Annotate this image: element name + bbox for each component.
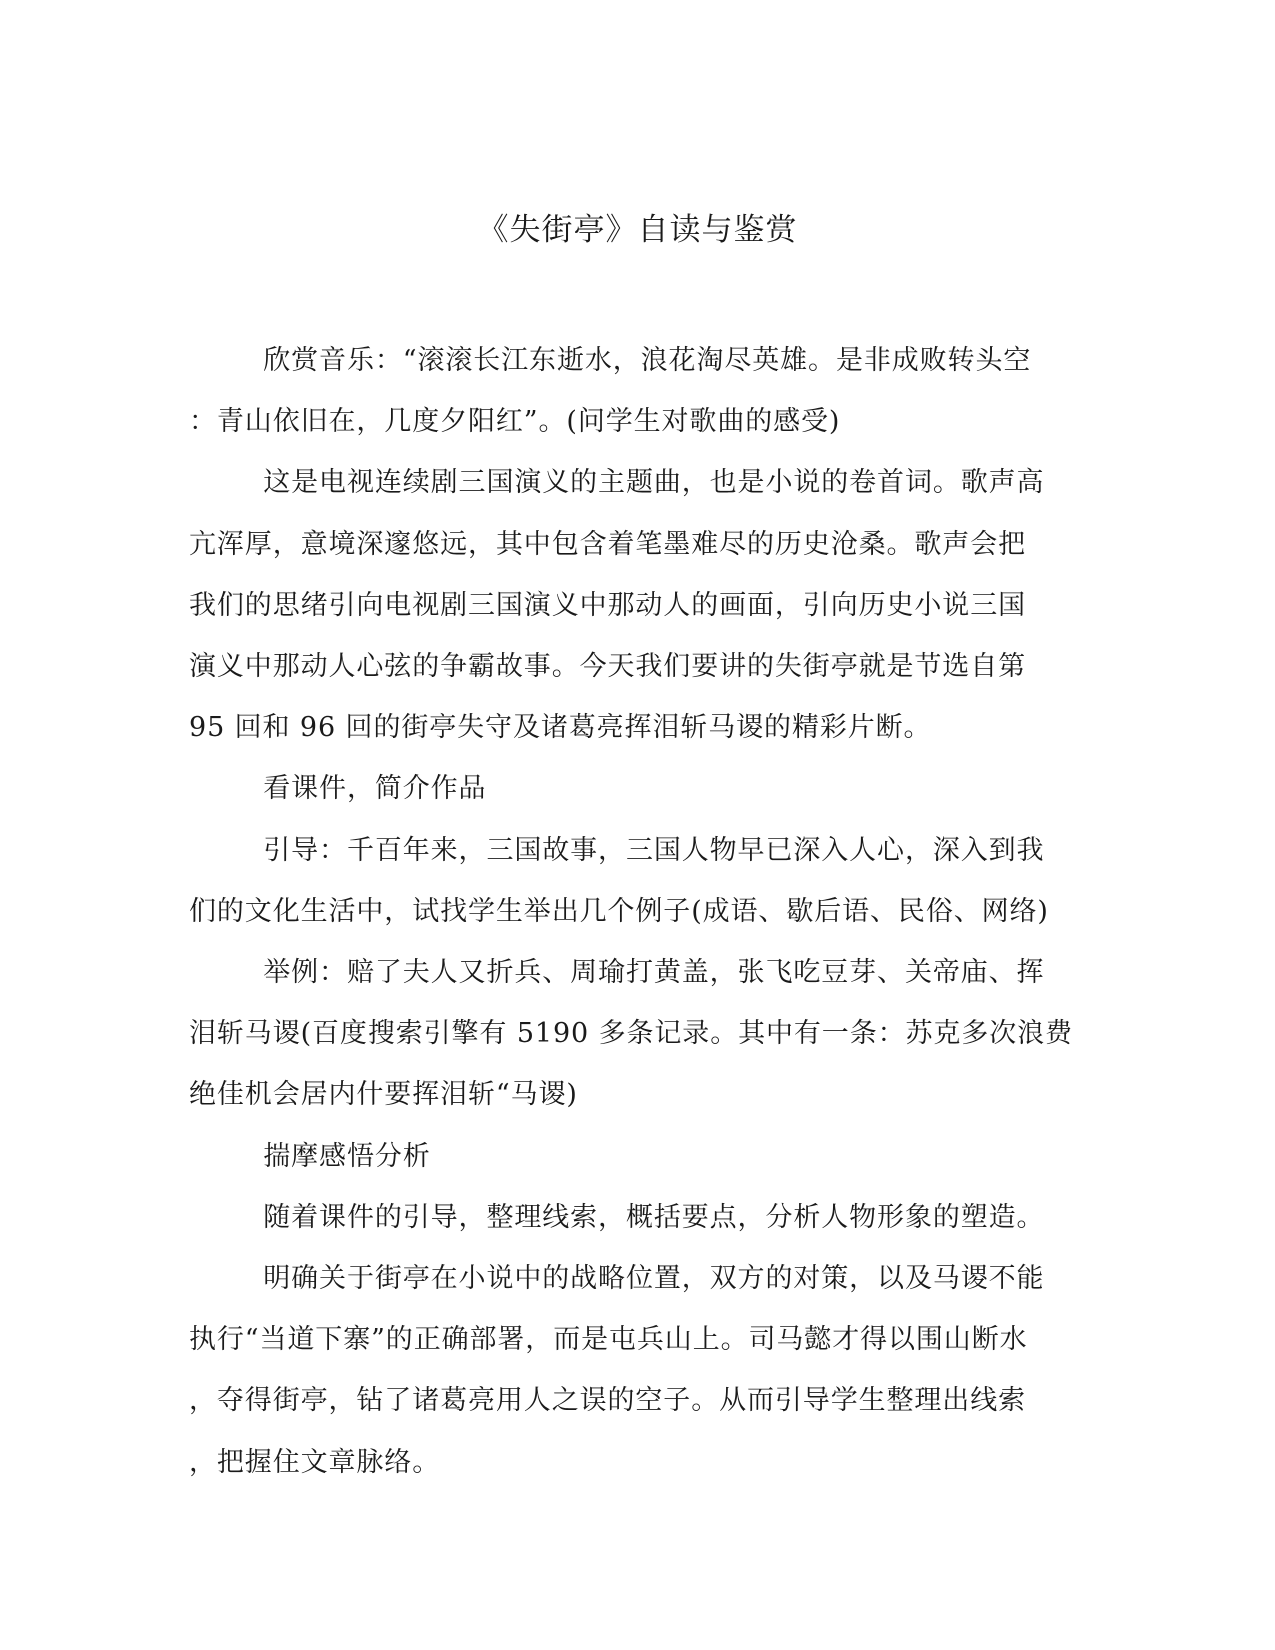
paragraph-line: 欣赏音乐：“滚滚长江东逝水，浪花淘尽英雄。是非成败转头空 [263, 345, 1032, 376]
paragraph-strategic-position [189, 1248, 1084, 1493]
document-body [189, 330, 1084, 1493]
paragraph-courseware-guidance [189, 1187, 1084, 1248]
paragraph-line: 随着课件的引导，整理线索，概括要点，分析人物形象的塑造。 [263, 1201, 1045, 1233]
paragraph-line: 引导：千百年来，三国故事，三国人物早已深入人心，深入到我 [263, 834, 1045, 866]
document-title: 《失街亭》自读与鉴赏 [477, 212, 798, 248]
paragraph-line: 看课件，简介作品 [263, 773, 487, 805]
paragraph-line: 95 回和 96 回的街亭失守及诸葛亮挥泪斩马谡的精彩片断。 [189, 712, 932, 744]
paragraph-line: 我们的思绪引向电视剧三国演义中那动人的画面，引向历史小说三国 [189, 589, 1026, 621]
paragraph-examples [189, 942, 1084, 1126]
paragraph-line: 们的文化生活中，试找学生举出几个例子(成语、歇后语、民俗、网络) [189, 895, 1049, 927]
paragraph-line: 亢浑厚，意境深邃悠远，其中包含着笔墨难尽的历史沧桑。歌声会把 [189, 528, 1026, 560]
paragraph-analysis-heading [189, 1126, 1084, 1187]
paragraph-line: 泪斩马谡(百度搜索引擎有 5190 多条记录。其中有一条：苏克多次浪费 [189, 1018, 1073, 1050]
paragraph-line: 绝佳机会居内什要挥泪斩“马谡) [189, 1079, 578, 1111]
paragraph-line: 明确关于街亭在小说中的战略位置，双方的对策，以及马谡不能 [263, 1263, 1045, 1295]
paragraph-line: 举例：赔了夫人又折兵、周瑜打黄盖，张飞吃豆芽、关帝庙、挥 [263, 957, 1045, 989]
paragraph-line: ：青山依旧在，几度夕阳红”。(问学生对歌曲的感受) [189, 406, 841, 438]
paragraph-courseware-intro [189, 758, 1084, 819]
paragraph-line: 这是电视连续剧三国演义的主题曲，也是小说的卷首词。歌声高 [263, 467, 1045, 499]
paragraph-line: 演义中那动人心弦的争霸故事。今天我们要讲的失街亭就是节选自第 [189, 651, 1026, 683]
paragraph-line: 揣摩感悟分析 [263, 1140, 431, 1172]
paragraph-theme-song-intro [189, 452, 1084, 758]
paragraph-line: ，把握住文章脉络。 [189, 1446, 441, 1478]
paragraph-line: ，夺得街亭，钻了诸葛亮用人之误的空子。从而引导学生整理出线索 [189, 1385, 1026, 1417]
paragraph-line: 执行“当道下寨”的正确部署，而是屯兵山上。司马懿才得以围山断水 [189, 1324, 1028, 1356]
paragraph-music-appreciation [189, 330, 1084, 452]
paragraph-guidance [189, 820, 1084, 942]
